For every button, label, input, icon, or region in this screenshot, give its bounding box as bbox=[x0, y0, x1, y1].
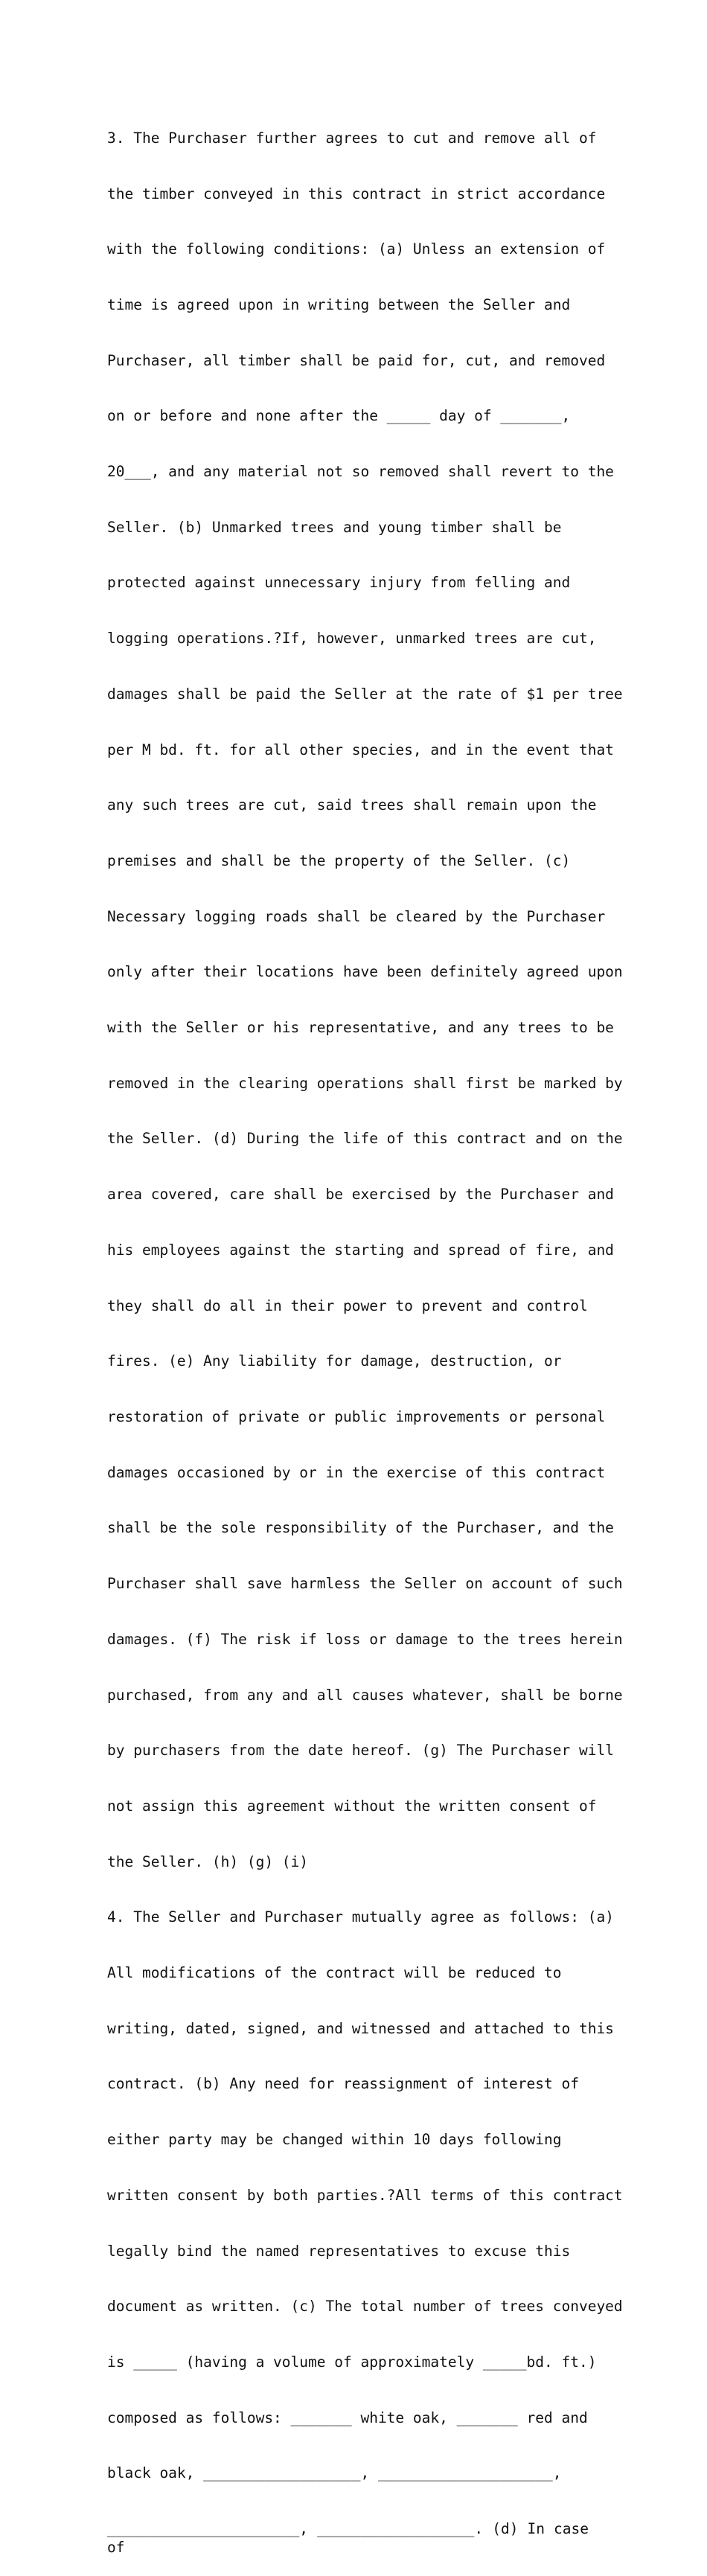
text-line: with the Seller or his representative, and any trees to be bbox=[107, 1019, 614, 1037]
text-line: on or before and none after the _____ day of _______, bbox=[107, 407, 571, 425]
text-line: Purchaser shall save harmless the Seller on account of such bbox=[107, 1575, 623, 1593]
text-line: logging operations.?If, however, unmarked trees are cut, bbox=[107, 630, 597, 648]
text-line: ______________________, __________________. (d) In case of bbox=[107, 2520, 589, 2556]
text-line: black oak, __________________, ____________________, bbox=[107, 2464, 562, 2482]
text-line: fires. (e) Any liability for damage, destruction, or bbox=[107, 1352, 562, 1370]
text-line: time is agreed upon in writing between the Seller and bbox=[107, 295, 571, 313]
text-line: his employees against the starting and spread of fire, and bbox=[107, 1241, 614, 1259]
text-line: is _____ (having a volume of approximately _____bd. ft.) bbox=[107, 2353, 597, 2371]
text-line: per M bd. ft. for all other species, and in the event that bbox=[107, 741, 614, 758]
text-line: damages occasioned by or in the exercise of this contract bbox=[107, 1463, 606, 1481]
contract-text bbox=[107, 92, 623, 2576]
text-line: 20___, and any material not so removed shall revert to the bbox=[107, 463, 614, 481]
text-line: with the following conditions: (a) Unless an extension of bbox=[107, 240, 606, 258]
text-line: 3. The Purchaser further agrees to cut and remove all of bbox=[107, 129, 597, 147]
text-line: contract. (b) Any need for reassignment of interest of bbox=[107, 2075, 579, 2093]
text-line: shall be the sole responsibility of the Purchaser, and the bbox=[107, 1519, 614, 1537]
text-line: only after their locations have been definitely agreed upon bbox=[107, 963, 623, 981]
text-line: 4. The Seller and Purchaser mutually agree as follows: (a) bbox=[107, 1908, 614, 1926]
text-line: Purchaser, all timber shall be paid for, cut, and removed bbox=[107, 351, 606, 369]
text-line: area covered, care shall be exercised by the Purchaser and bbox=[107, 1186, 614, 1204]
text-line: the Seller. (h) (g) (i) bbox=[107, 1853, 309, 1870]
text-line: purchased, from any and all causes whatever, shall be borne bbox=[107, 1686, 623, 1704]
text-line: any such trees are cut, said trees shall remain upon the bbox=[107, 796, 597, 814]
text-line: removed in the clearing operations shall first be marked by bbox=[107, 1074, 623, 1092]
text-line: the timber conveyed in this contract in strict accordance bbox=[107, 185, 606, 202]
text-line: by purchasers from the date hereof. (g) The Purchaser will bbox=[107, 1742, 614, 1760]
text-line: All modifications of the contract will be reduced to bbox=[107, 1964, 562, 1982]
text-line: protected against unnecessary injury from felling and bbox=[107, 574, 571, 592]
text-line: they shall do all in their power to prevent and control bbox=[107, 1297, 588, 1314]
text-line: Necessary logging roads shall be cleared by the Purchaser bbox=[107, 907, 606, 925]
text-line: restoration of private or public improvements or personal bbox=[107, 1407, 606, 1425]
text-line: Seller. (b) Unmarked trees and young timber shall be bbox=[107, 518, 562, 536]
text-line: legally bind the named representatives to excuse this bbox=[107, 2242, 571, 2260]
text-line: writing, dated, signed, and witnessed and attached to this bbox=[107, 2019, 614, 2037]
text-line: premises and shall be the property of the Seller. (c) bbox=[107, 851, 571, 869]
text-line: written consent by both parties.?All terms of this contract bbox=[107, 2186, 623, 2204]
text-line: the Seller. (d) During the life of this contract and on the bbox=[107, 1130, 623, 1148]
text-line: composed as follows: _______ white oak, _______ red and bbox=[107, 2409, 588, 2426]
text-line: damages. (f) The risk if loss or damage to the trees herein bbox=[107, 1630, 623, 1648]
text-line: document as written. (c) The total number of trees conveyed bbox=[107, 2298, 623, 2315]
text-line: damages shall be paid the Seller at the rate of $1 per tree bbox=[107, 685, 623, 703]
text-line: either party may be changed within 10 days following bbox=[107, 2131, 562, 2149]
text-line: not assign this agreement without the written consent of bbox=[107, 1797, 597, 1815]
